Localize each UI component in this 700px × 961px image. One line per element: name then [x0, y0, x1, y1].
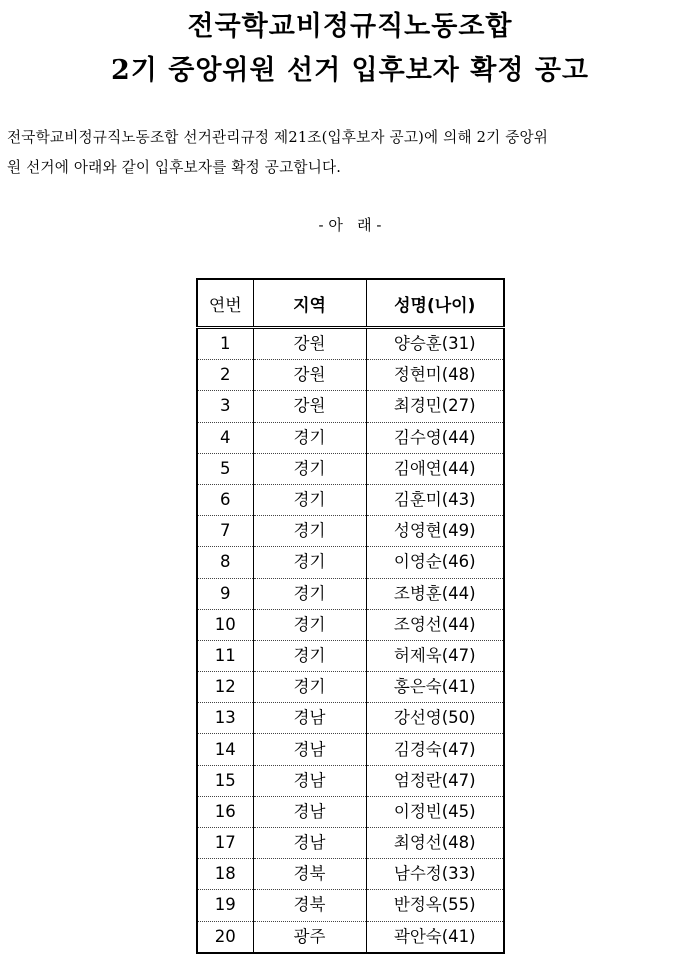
cell-name-age: 조영선(44) [366, 609, 504, 640]
table-row [197, 453, 504, 484]
cell-name-age: 조병훈(44) [366, 578, 504, 609]
document-title-line1: 전국학교비정규직노동조합 [187, 11, 513, 42]
cell-name-age: 양승훈(31) [366, 328, 504, 360]
cell-name-age: 곽안숙(41) [366, 921, 504, 953]
table-row [197, 516, 504, 547]
table-row [197, 921, 504, 953]
cell-number: 5 [197, 453, 253, 484]
cell-number: 13 [197, 703, 253, 734]
table-body [197, 328, 504, 953]
cell-region: 강원 [253, 328, 366, 360]
cell-number: 14 [197, 734, 253, 765]
table-row [197, 640, 504, 671]
cell-region: 경기 [253, 516, 366, 547]
cell-region: 강원 [253, 360, 366, 391]
table-row [197, 828, 504, 859]
document-title-line2: 2기 중앙위원 선거 입후보자 확정 공고 [110, 55, 589, 86]
cell-name-age: 엄정란(47) [366, 765, 504, 796]
cell-number: 17 [197, 828, 253, 859]
header-name-age: 성명(나이) [366, 279, 504, 328]
cell-region: 경기 [253, 640, 366, 671]
cell-name-age: 최영선(48) [366, 828, 504, 859]
cell-name-age: 이영순(46) [366, 547, 504, 578]
table-row [197, 859, 504, 890]
cell-number: 1 [197, 328, 253, 360]
cell-region: 경기 [253, 453, 366, 484]
cell-number: 9 [197, 578, 253, 609]
cell-number: 18 [197, 859, 253, 890]
cell-region: 경기 [253, 672, 366, 703]
cell-number: 8 [197, 547, 253, 578]
announcement-paragraph-line1: 전국학교비정규직노동조합 선거관리규정 제21조(입후보자 공고)에 의해 2기 중앙위 [7, 129, 549, 146]
cell-name-age: 김애연(44) [366, 453, 504, 484]
cell-name-age: 남수정(33) [366, 859, 504, 890]
table-row [197, 609, 504, 640]
cell-region: 경남 [253, 734, 366, 765]
cell-name-age: 강선영(50) [366, 703, 504, 734]
cell-name-age: 성영현(49) [366, 516, 504, 547]
table-row [197, 328, 504, 360]
cell-number: 4 [197, 422, 253, 453]
cell-name-age: 김경숙(47) [366, 734, 504, 765]
cell-number: 2 [197, 360, 253, 391]
header-region: 지역 [253, 279, 366, 328]
table-row [197, 578, 504, 609]
cell-number: 20 [197, 921, 253, 953]
cell-number: 16 [197, 796, 253, 827]
cell-region: 강원 [253, 391, 366, 422]
cell-region: 경남 [253, 828, 366, 859]
table-row [197, 391, 504, 422]
cell-name-age: 최경민(27) [366, 391, 504, 422]
cell-name-age: 김수영(44) [366, 422, 504, 453]
cell-name-age: 허제욱(47) [366, 640, 504, 671]
cell-number: 12 [197, 672, 253, 703]
section-subheading: - 아 래 - [318, 216, 382, 234]
cell-region: 경남 [253, 703, 366, 734]
cell-region: 경북 [253, 859, 366, 890]
cell-region: 경남 [253, 796, 366, 827]
cell-number: 6 [197, 484, 253, 515]
cell-region: 경북 [253, 890, 366, 921]
table-row [197, 765, 504, 796]
cell-name-age: 홍은숙(41) [366, 672, 504, 703]
candidate-table [196, 278, 505, 954]
table-row [197, 547, 504, 578]
cell-region: 경남 [253, 765, 366, 796]
header-number: 연번 [197, 279, 253, 328]
cell-number: 11 [197, 640, 253, 671]
table-row [197, 484, 504, 515]
table-row [197, 890, 504, 921]
table-row [197, 422, 504, 453]
cell-region: 경기 [253, 547, 366, 578]
cell-region: 광주 [253, 921, 366, 953]
table-row [197, 703, 504, 734]
cell-region: 경기 [253, 484, 366, 515]
table-row [197, 360, 504, 391]
cell-name-age: 이정빈(45) [366, 796, 504, 827]
cell-number: 7 [197, 516, 253, 547]
table-row [197, 672, 504, 703]
cell-name-age: 김훈미(43) [366, 484, 504, 515]
cell-name-age: 정현미(48) [366, 360, 504, 391]
table-row [197, 734, 504, 765]
table-header-row [197, 279, 504, 328]
table-row [197, 796, 504, 827]
announcement-paragraph-line2: 원 선거에 아래와 같이 입후보자를 확정 공고합니다. [7, 159, 342, 176]
cell-number: 15 [197, 765, 253, 796]
cell-region: 경기 [253, 422, 366, 453]
cell-number: 19 [197, 890, 253, 921]
cell-name-age: 반정옥(55) [366, 890, 504, 921]
cell-number: 3 [197, 391, 253, 422]
cell-number: 10 [197, 609, 253, 640]
cell-region: 경기 [253, 609, 366, 640]
cell-region: 경기 [253, 578, 366, 609]
